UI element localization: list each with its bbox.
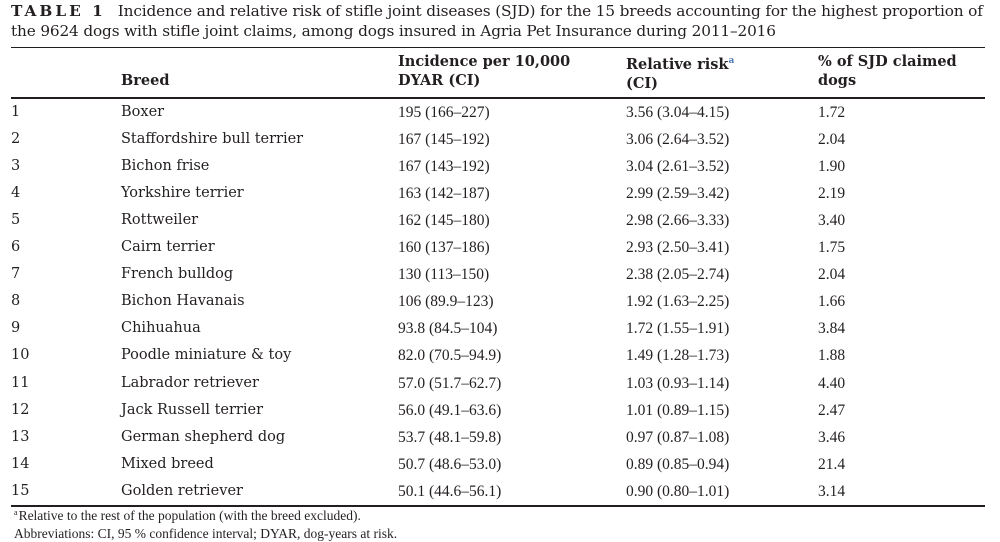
breed-cell: Boxer xyxy=(121,104,165,120)
pct-claimed-cell: 3.84 xyxy=(818,320,846,338)
relative-risk-cell: 1.49 (1.28–1.73) xyxy=(626,347,730,365)
incidence-cell: 82.0 (70.5–94.9) xyxy=(398,347,502,365)
breed-cell: German shepherd dog xyxy=(121,428,286,445)
rank-cell: 2 xyxy=(11,131,21,148)
rank-cell: 3 xyxy=(11,158,21,175)
header-pct-claimed xyxy=(818,52,957,90)
incidence-cell: 106 (89.9–123) xyxy=(398,293,494,311)
breed-cell: French bulldog xyxy=(121,266,234,283)
header-incidence-line1: Incidence per 10,000 xyxy=(398,53,571,70)
table-row xyxy=(0,158,1000,185)
rank-cell: 14 xyxy=(11,455,30,472)
relative-risk-cell: 2.98 (2.66–3.33) xyxy=(626,212,730,230)
header-rr-line1: Relative risk xyxy=(626,56,729,73)
breed-cell: Rottweiler xyxy=(121,212,199,229)
relative-risk-cell: 2.93 (2.50–3.41) xyxy=(626,239,730,257)
footnote-abbreviations: Abbreviations: CI, 95 % confidence interval; DYAR, dog-years at risk. xyxy=(14,526,398,541)
relative-risk-cell: 0.89 (0.85–0.94) xyxy=(626,455,730,473)
pct-claimed-cell: 1.88 xyxy=(818,347,846,365)
incidence-cell: 163 (142–187) xyxy=(398,185,490,203)
table-header-rule xyxy=(11,97,985,99)
rank-cell: 1 xyxy=(11,104,21,120)
relative-risk-cell: 2.38 (2.05–2.74) xyxy=(626,266,730,284)
rank-cell: 11 xyxy=(11,374,30,391)
incidence-cell: 50.1 (44.6–56.1) xyxy=(398,482,502,500)
header-pct-line2: dogs xyxy=(818,72,857,89)
relative-risk-cell: 1.03 (0.93–1.14) xyxy=(626,374,730,392)
breed-cell: Golden retriever xyxy=(121,482,243,499)
incidence-cell: 195 (166–227) xyxy=(398,104,490,121)
table-row xyxy=(0,212,1000,239)
relative-risk-cell: 3.06 (2.64–3.52) xyxy=(626,131,730,149)
relative-risk-cell: 3.56 (3.04–4.15) xyxy=(626,104,730,121)
pct-claimed-cell: 1.66 xyxy=(818,293,846,311)
header-incidence xyxy=(398,52,570,90)
table-caption xyxy=(11,2,996,41)
table-row xyxy=(0,104,1000,131)
incidence-cell: 130 (113–150) xyxy=(398,266,490,284)
incidence-cell: 57.0 (51.7–62.7) xyxy=(398,374,502,392)
rank-cell: 15 xyxy=(11,482,30,499)
pct-claimed-cell: 3.46 xyxy=(818,428,846,446)
rank-cell: 13 xyxy=(11,428,30,445)
rank-cell: 10 xyxy=(11,347,30,364)
table-row xyxy=(0,375,1000,402)
breed-cell: Labrador retriever xyxy=(121,374,259,391)
header-breed: Breed xyxy=(121,72,170,89)
table-row xyxy=(0,185,1000,212)
table-top-rule xyxy=(11,47,985,48)
footnote-a-text: Relative to the rest of the population (with the breed excluded). xyxy=(18,508,361,523)
pct-claimed-cell: 1.75 xyxy=(818,239,846,257)
table-row xyxy=(0,131,1000,158)
breed-cell: Bichon frise xyxy=(121,158,210,175)
incidence-cell: 93.8 (84.5–104) xyxy=(398,320,498,338)
relative-risk-cell: 2.99 (2.59–3.42) xyxy=(626,185,730,203)
breed-cell: Yorkshire terrier xyxy=(121,185,244,202)
table-row xyxy=(0,456,1000,483)
rank-cell: 9 xyxy=(11,320,21,337)
pct-claimed-cell: 2.04 xyxy=(818,131,846,149)
relative-risk-cell: 0.90 (0.80–1.01) xyxy=(626,482,730,500)
pct-claimed-cell: 21.4 xyxy=(818,455,846,473)
incidence-cell: 53.7 (48.1–59.8) xyxy=(398,428,502,446)
relative-risk-cell: 0.97 (0.87–1.08) xyxy=(626,428,730,446)
header-pct-line1: % of SJD claimed xyxy=(818,53,957,70)
header-incidence-line2: DYAR (CI) xyxy=(398,72,481,89)
table-bottom-rule xyxy=(11,505,985,507)
breed-cell: Jack Russell terrier xyxy=(121,401,263,418)
incidence-cell: 50.7 (48.6–53.0) xyxy=(398,455,502,473)
pct-claimed-cell: 3.40 xyxy=(818,212,846,230)
footnote-marker-a[interactable]: a xyxy=(728,56,735,66)
rank-cell: 7 xyxy=(11,266,21,283)
table-label: TABLE 1 xyxy=(11,2,106,20)
breed-cell: Mixed breed xyxy=(121,455,214,472)
pct-claimed-cell: 2.19 xyxy=(818,185,846,203)
breed-cell: Bichon Havanais xyxy=(121,293,245,310)
table-row xyxy=(0,239,1000,266)
relative-risk-cell: 3.04 (2.61–3.52) xyxy=(626,158,730,176)
relative-risk-cell: 1.72 (1.55–1.91) xyxy=(626,320,730,338)
table-row xyxy=(0,429,1000,456)
pct-claimed-cell: 2.47 xyxy=(818,401,846,419)
footnote-a-marker: a xyxy=(14,508,18,517)
breed-cell: Staffordshire bull terrier xyxy=(121,131,304,148)
table-row xyxy=(0,293,1000,320)
incidence-cell: 56.0 (49.1–63.6) xyxy=(398,401,502,419)
breed-cell: Cairn terrier xyxy=(121,239,215,256)
footnote-a xyxy=(14,508,361,524)
header-relative-risk xyxy=(626,52,734,93)
header-rr-line2: (CI) xyxy=(626,75,659,92)
pct-claimed-cell: 1.72 xyxy=(818,104,846,121)
pct-claimed-cell: 3.14 xyxy=(818,482,846,500)
rank-cell: 12 xyxy=(11,401,30,418)
table-row xyxy=(0,402,1000,429)
incidence-cell: 167 (143–192) xyxy=(398,158,490,176)
rank-cell: 8 xyxy=(11,293,21,310)
pct-claimed-cell: 2.04 xyxy=(818,266,846,284)
breed-cell: Chihuahua xyxy=(121,320,201,337)
rank-cell: 5 xyxy=(11,212,21,229)
table-row xyxy=(0,320,1000,347)
relative-risk-cell: 1.01 (0.89–1.15) xyxy=(626,401,730,419)
incidence-cell: 160 (137–186) xyxy=(398,239,490,257)
rank-cell: 6 xyxy=(11,239,21,256)
caption-text: Incidence and relative risk of stifle joint diseases (SJD) for the 15 breeds accounting for the highest proportion of the 9624 dogs with stifle joint claims, among dogs insured in Agria Pet Insurance during 2011–2016 xyxy=(11,2,983,40)
relative-risk-cell: 1.92 (1.63–2.25) xyxy=(626,293,730,311)
breed-cell: Poodle miniature & toy xyxy=(121,347,292,364)
incidence-cell: 167 (145–192) xyxy=(398,131,490,149)
pct-claimed-cell: 4.40 xyxy=(818,374,846,392)
incidence-cell: 162 (145–180) xyxy=(398,212,490,230)
rank-cell: 4 xyxy=(11,185,21,202)
pct-claimed-cell: 1.90 xyxy=(818,158,846,176)
table-row xyxy=(0,266,1000,293)
table-row xyxy=(0,347,1000,374)
